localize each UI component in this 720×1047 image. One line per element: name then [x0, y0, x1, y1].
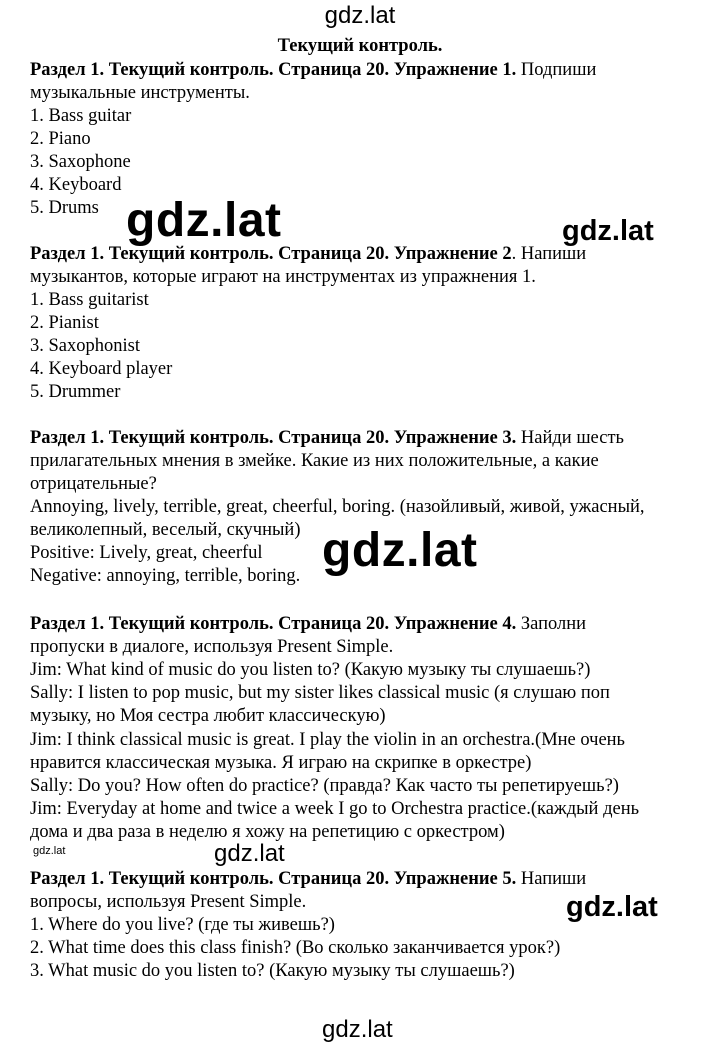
ex4-dialog-line-8: дома и два раза в неделю я хожу на репетицию с оркестром) — [30, 822, 505, 842]
ex4-task-line2: пропуски в диалоге, используя Present Simple. — [30, 637, 394, 657]
ex2-item-5: 5. Drummer — [30, 382, 121, 402]
ex5-item-1: 1. Where do you live? (где ты живешь?) — [30, 915, 335, 935]
ex4-dialog-line-3: музыку, но Моя сестра любит классическую) — [30, 706, 386, 726]
watermark-mid: gdz.lat — [214, 840, 285, 867]
ex3-negative: Negative: annoying, terrible, boring. — [30, 566, 301, 586]
ex2-item-1: 1. Bass guitarist — [30, 290, 149, 310]
ex4-dialog-line-6: Sally: Do you? How often do practice? (правда? Как часто ты репетируешь?) — [30, 776, 619, 796]
ex5-item-3: 3. What music do you listen to? (Какую музыку ты слушаешь?) — [30, 961, 515, 981]
ex2-item-3: 3. Saxophonist — [30, 336, 140, 356]
watermark-tiny: gdz.lat — [33, 845, 66, 857]
ex4-dialog-line-7: Jim: Everyday at home and twice a week I go to Orchestra practice.(каждый день — [30, 799, 640, 819]
watermark-bottom: gdz.lat — [322, 1016, 393, 1043]
watermark-right-1: gdz.lat — [562, 215, 654, 247]
ex2-heading: Раздел 1. Текущий контроль. Страница 20. Упражнение 2 — [30, 244, 512, 264]
ex5-heading: Раздел 1. Текущий контроль. Страница 20. Упражнение 5. — [30, 869, 517, 889]
watermark-top: gdz.lat — [324, 2, 396, 29]
ex1-item-2: 2. Piano — [30, 129, 91, 149]
ex4-dialog-line-1: Jim: What kind of music do you listen to? (Какую музыку ты слушаешь?) — [30, 660, 591, 680]
watermark-right-2: gdz.lat — [566, 891, 658, 923]
ex3-answer-line1: Annoying, lively, terrible, great, cheerful, boring. (назойливый, живой, ужасный, — [30, 497, 645, 517]
ex5-item-2: 2. What time does this class finish? (Во сколько заканчивается урок?) — [30, 938, 561, 958]
ex4-heading-line — [30, 613, 586, 635]
ex5-heading-line — [30, 868, 586, 890]
watermark-big-1: gdz.lat — [126, 194, 282, 247]
ex3-task-line2: прилагательных мнения в змейке. Какие из них положительные, а какие — [30, 451, 599, 471]
ex2-item-4: 4. Keyboard player — [30, 359, 173, 379]
page-title: Текущий контроль. — [277, 36, 443, 56]
ex4-dialog-line-4: Jim: I think classical music is great. I play the violin in an orchestra.(Мне очень — [30, 730, 625, 750]
ex3-task: Найди шесть — [516, 428, 624, 448]
ex3-task-line3: отрицательные? — [30, 474, 157, 494]
ex2-task-line2: музыкантов, которые играют на инструментах из упражнения 1. — [30, 267, 536, 287]
ex2-heading-line — [30, 243, 586, 265]
ex3-answer-line2: великолепный, веселый, скучный) — [30, 520, 301, 540]
ex2-item-2: 2. Pianist — [30, 313, 99, 333]
ex4-heading: Раздел 1. Текущий контроль. Страница 20. Упражнение 4. — [30, 614, 517, 634]
ex1-item-3: 3. Saxophone — [30, 152, 131, 172]
ex3-positive: Positive: Lively, great, cheerful — [30, 543, 263, 563]
ex1-item-4: 4. Keyboard — [30, 175, 122, 195]
ex3-heading-line — [30, 427, 624, 449]
ex3-heading: Раздел 1. Текущий контроль. Страница 20. Упражнение 3. — [30, 428, 517, 448]
ex4-task: Заполни — [516, 614, 587, 634]
ex1-heading-line — [30, 59, 596, 81]
watermark-big-2: gdz.lat — [322, 524, 478, 577]
ex1-task-line2: музыкальные инструменты. — [30, 83, 250, 103]
ex4-dialog-line-2: Sally: I listen to pop music, but my sister likes classical music (я слушаю поп — [30, 683, 610, 703]
ex1-item-5: 5. Drums — [30, 198, 99, 218]
ex5-task: Напиши — [516, 869, 587, 889]
ex2-task: . Напиши — [511, 244, 587, 264]
ex4-dialog-line-5: нравится классическая музыка. Я играю на скрипке в оркестре) — [30, 753, 532, 773]
ex1-task: Подпиши — [516, 60, 597, 80]
ex1-item-1: 1. Bass guitar — [30, 106, 132, 126]
ex1-heading: Раздел 1. Текущий контроль. Страница 20. Упражнение 1. — [30, 60, 517, 80]
ex5-task-line2: вопросы, используя Present Simple. — [30, 892, 307, 912]
